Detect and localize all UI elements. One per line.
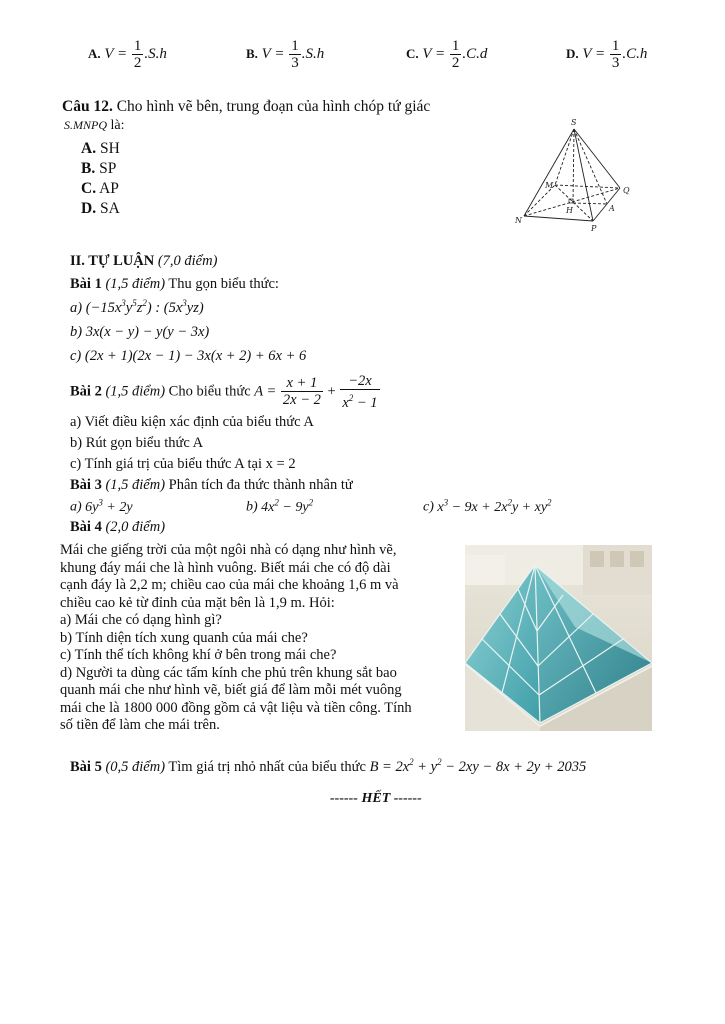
q11-option-d: D. V = $\frac{1}{3}$ .C.h [566,38,648,71]
bai1-heading: Bài 1 (1,5 điểm) Thu gọn biểu thức: [70,276,279,292]
bai5: Bài 5 (0,5 điểm) Tìm giá trị nhỏ nhất của biểu thức $B = 2x^2 + y^2 - 2xy - 8x + 2y + 2035$ [70,757,587,775]
bai4-body: Mái che giếng trời của một ngôi nhà có dạng như hình vẽ, khung đáy mái che là hình vuông. Biết mái che có độ dài cạnh đáy là 2,2 m; chiều cao của mái che khoảng 1,6 m và chiều cao kẻ từ đỉnh của mặt bên là 1,9 m. Hỏi: a) Mái che có dạng hình gì? b) Tính diện tích xung quanh của mái che? c) Tính thể tích không khí ở bên trong mái che? d) Người ta dùng các tấm kính che phủ trên khung sắt bao quanh mái che như hình vẽ, biết giá để làm mỗi mét vuông mái che là 1800 000 đồng gồm cả vật liệu và tiền công. Tính số tiền để làm che mái trên. [60,542,412,733]
label-s: S [571,118,577,127]
label-q: Q [623,186,630,195]
bai1-b: b) 3x(x − y) − y(y − 3x) [70,324,210,340]
end-marker: ------ HẾT ------ [330,791,422,806]
label-p: P [591,224,597,233]
bai1-c: c) (2x + 1)(2x − 1) − 3x(x + 2) + 6x + 6 [70,348,307,364]
glass-pyramid-photo [465,545,652,731]
q12-option-d: D. SA [81,200,120,217]
bai2-b: b) Rút gọn biểu thức A [70,435,204,451]
section-2-title: II. TỰ LUẬN (7,0 điểm) [70,253,218,269]
q11-option-b: B. V = $\frac{1}{3}$ .S.h [246,38,325,71]
q11-option-a: A. V = $\frac{1}{2}$ .S.h [88,38,167,71]
label-m: M [545,181,554,190]
q12-option-a: A. SH [81,140,120,157]
label-n: N [515,216,522,225]
bai3-b: b) $4x^2 - 9y^2$ [246,497,314,515]
bai2-c: c) Tính giá trị của biểu thức A tại x = 2 [70,456,296,472]
q12-stem-line2: S.MNPQ là: [64,118,125,133]
q11-option-c: C. V = $\frac{1}{2}$ .C.d [406,38,488,71]
bai3-heading: Bài 3 (1,5 điểm) Phân tích đa thức thành nhân tử [70,477,353,493]
bai3-a: a) $6y^3 + 2y$ [70,497,133,515]
bai2-heading: Bài 2 (1,5 điểm) Cho biểu thức A = $\frac{x + 1}{2x - 2}$ + $\frac{-2x}{x^2 - 1}$ [70,373,378,411]
q12-option-c: C. AP [81,180,119,197]
label-h: H [566,206,573,215]
q12-stem: Câu 12. Cho hình vẽ bên, trung đoạn của hình chóp tứ giác [62,98,431,115]
bai2-a: a) Viết điều kiện xác định của biểu thức A [70,414,314,430]
q12-option-b: B. SP [81,160,117,177]
bai4-heading: Bài 4 (2,0 điểm) [70,519,166,535]
bai3-c: c) $x^3 - 9x + 2x^2y + xy^2$ [423,497,552,515]
bai1-a: a) $(-15x^3y^5z^2)$ : $(5x^3yz)$ [70,298,204,316]
pyramid-figure [505,115,645,233]
label-a: A [609,204,615,213]
